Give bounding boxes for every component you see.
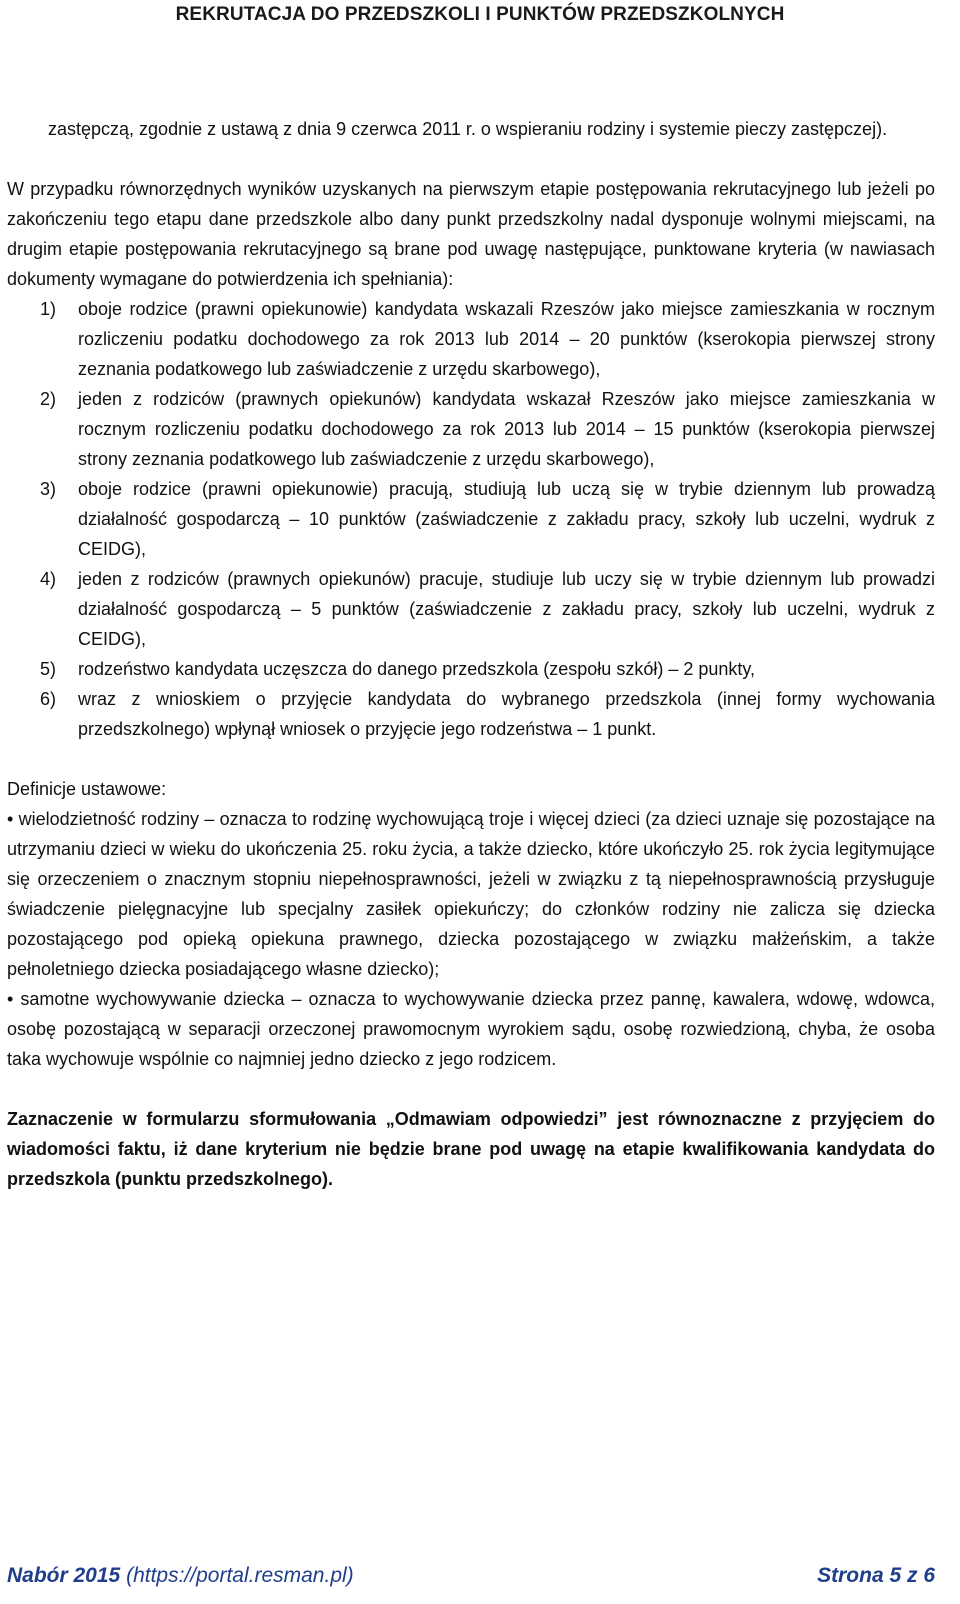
criteria-number: 3) <box>40 479 57 499</box>
criteria-text: wraz z wnioskiem o przyjęcie kandydata do wybranego przedszkola (innej formy wychowania przedszkolnego) wpłynął wniosek o przyjęcie jego rodzeństwa – 1 punkt. <box>78 689 935 739</box>
criteria-text: oboje rodzice (prawni opiekunowie) pracują, studiują lub uczą się w trybie dziennym lub prowadzą działalność gospodarczą – 10 punktów (zaświadczenie z zakładu pracy, szkoły lub uczelni, wydruk z CEIDG), <box>78 479 935 559</box>
criteria-number: 4) <box>40 569 57 589</box>
definitions-title: Definicje ustawowe: <box>7 779 167 799</box>
criteria-number: 6) <box>40 689 57 709</box>
footer-url: (https://portal.resman.pl) <box>126 1564 354 1587</box>
criteria-item <box>7 474 935 564</box>
footer-page-number: Strona 5 z 6 <box>817 1564 935 1587</box>
criteria-number: 5) <box>40 659 57 679</box>
criteria-item <box>7 294 935 384</box>
footer-campaign-label: Nabór 2015 <box>7 1564 121 1587</box>
criteria-number: 1) <box>40 299 57 319</box>
criteria-text: rodzeństwo kandydata uczęszcza do danego przedszkola (zespołu szkół) – 2 punkty, <box>78 659 756 679</box>
bold-note: Zaznaczenie w formularzu sformułowania „Odmawiam odpowiedzi” jest równoznaczne z przyjęciem do wiadomości faktu, iż dane kryterium nie będzie brane pod uwagę na etapie kwalifikowania kandydata do przedszkola (punktu przedszkolnego). <box>7 1109 935 1189</box>
criteria-number: 2) <box>40 389 57 409</box>
document-body <box>7 114 935 1194</box>
criteria-text: jeden z rodziców (prawnych opiekunów) kandydata wskazał Rzeszów jako miejsce zamieszkania w rocznym rozliczeniu podatku dochodowego za rok 2013 lub 2014 – 15 punktów (kserokopia pierwszej strony zeznania podatkowego lub zaświadczenie z urzędu skarbowego), <box>78 389 935 469</box>
criteria-item <box>7 654 935 684</box>
intro-continuation: zastępczą, zgodnie z ustawą z dnia 9 czerwca 2011 r. o wspieraniu rodziny i systemie pieczy zastępczej). <box>48 119 888 139</box>
criteria-text: oboje rodzice (prawni opiekunowie) kandydata wskazali Rzeszów jako miejsce zamieszkania w rocznym rozliczeniu podatku dochodowego za rok 2013 lub 2014 – 20 punktów (kserokopia pierwszej strony zeznania podatkowego lub zaświadczenie z urzędu skarbowego), <box>78 299 935 379</box>
main-paragraph: W przypadku równorzędnych wyników uzyskanych na pierwszym etapie postępowania rekrutacyjnego lub jeżeli po zakończeniu tego etapu dane przedszkole albo dany punkt przedszkolny nadal dysponuje wolnymi miejscami, na drugim etapie postępowania rekrutacyjnego są brane pod uwagę następujące, punktowane kryteria (w nawiasach dokumenty wymagane do potwierdzenia ich spełniania): <box>7 179 935 289</box>
definition-item: • samotne wychowywanie dziecka – oznacza to wychowywanie dziecka przez pannę, kawalera, wdowę, wdowca, osobę pozostającą w separacji orzeczonej prawomocnym wyrokiem sądu, osobę rozwiedzioną, chyba, że osoba taka wychowuje wspólnie co najmniej jedno dziecko z jego rodzicem. <box>7 989 935 1069</box>
criteria-item <box>7 684 935 744</box>
criteria-item <box>7 564 935 654</box>
criteria-list <box>7 294 935 744</box>
criteria-item <box>7 384 935 474</box>
criteria-text: jeden z rodziców (prawnych opiekunów) pracuje, studiuje lub uczy się w trybie dziennym lub prowadzi działalność gospodarczą – 5 punktów (zaświadczenie z zakładu pracy, szkoły lub uczelni, wydruk z CEIDG), <box>78 569 935 649</box>
footer-left <box>7 1564 354 1588</box>
page-header-title: REKRUTACJA DO PRZEDSZKOLI I PUNKTÓW PRZEDSZKOLNYCH <box>175 4 785 25</box>
definition-item: • wielodzietność rodziny – oznacza to rodzinę wychowującą troje i więcej dzieci (za dzieci uznaje się pozostające na utrzymaniu dzieci w wieku do ukończenia 25. roku życia, a także dziecko, które ukończyło 25. rok życia legitymujące się orzeczeniem o znacznym stopniu niepełnosprawności, jeżeli w związku z tą niepełnosprawnością przysługuje świadczenie pielęgnacyjne lub specjalny zasiłek opiekuńczy; do członków rodziny nie zalicza się dziecka pozostającego pod opieką opiekuna prawnego, dziecka pozostającego w związku małżeńskim, a także pełnoletniego dziecka posiadającego własne dziecko); <box>7 809 935 979</box>
